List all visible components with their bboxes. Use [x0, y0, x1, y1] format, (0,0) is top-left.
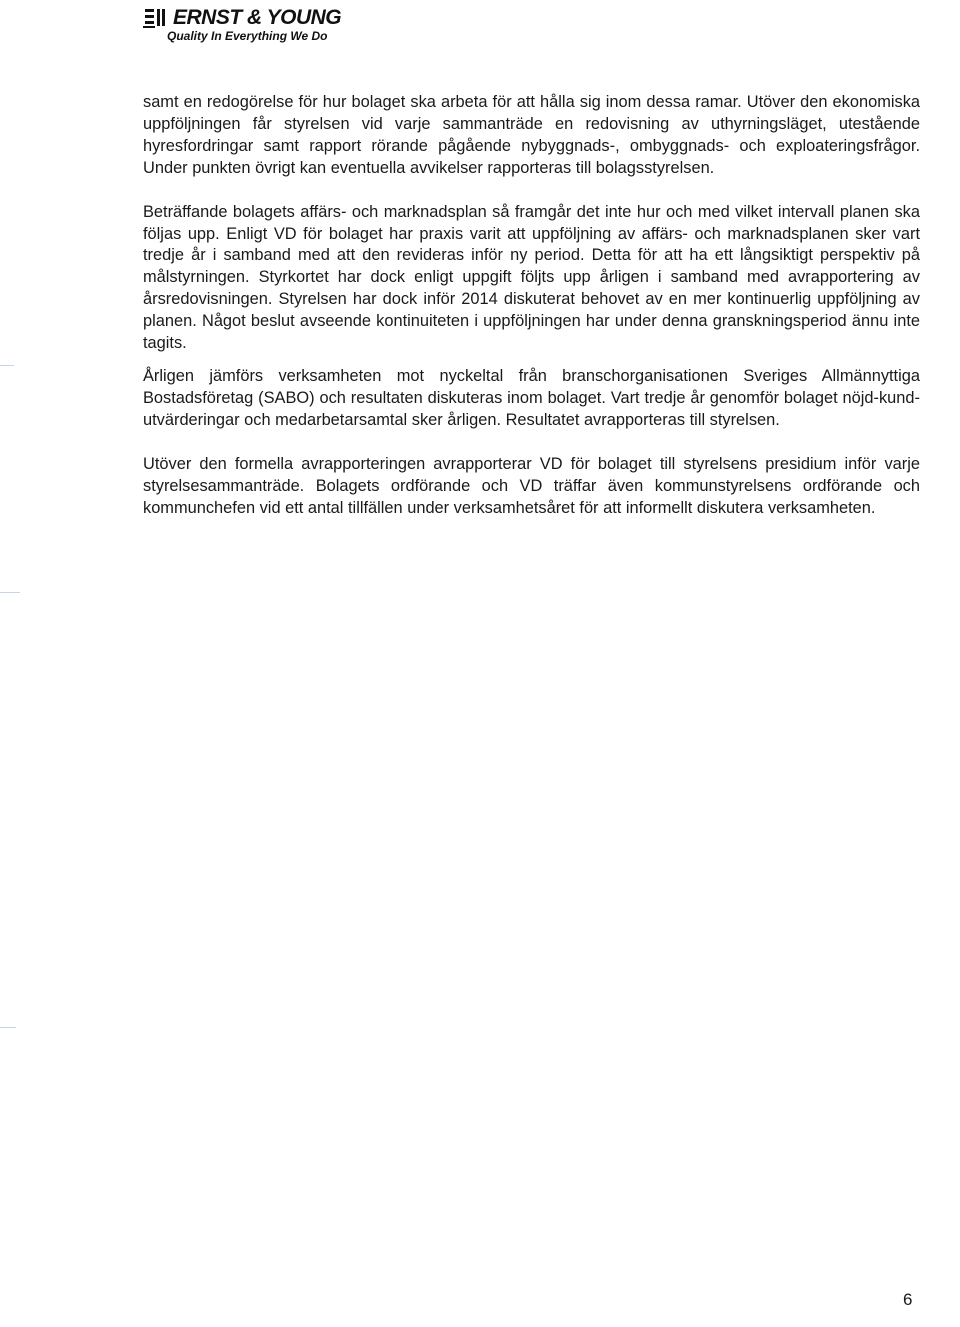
brand-name: ERNST & YOUNG [173, 6, 342, 29]
paragraph: Beträffande bolagets affärs- och marknadsplan så framgår det inte hur och med vilket intervall planen ska följas upp. Enligt VD för bolaget har praxis varit att uppföljning av affärs- och marknadsplanen sker vart tredje år i samband med att den revideras inför ny period. Detta för att ha ett långsiktigt perspektiv på målstyrningen. Styrkortet har dock enligt uppgift följts upp årligen i samband med avrapportering av årsredovisningen. Styrelsen har dock inför 2014 diskuterat behovet av en mer kontinuerlig uppföljning av planen. Något beslut avseende kontinuiteten i uppföljningen har under denna granskningsperiod ännu inte tagits. [143, 202, 920, 353]
paragraph: Utöver den formella avrapporteringen avrapporterar VD för bolaget till styrelsens presidium inför varje styrelsesammanträde. Bolagets ordförande och VD träffar även kommunstyrelsens ordförande och kommunchefen vid ett antal tillfällen under verksamhetsåret för att informellt diskutera verksamheten. [143, 454, 920, 517]
document-body [143, 92, 920, 541]
paragraph: Årligen jämförs verksamheten mot nyckeltal från branschorganisationen Sveriges Allmännyttiga Bostadsföretag (SABO) och resultaten diskuteras inom bolaget. Vart tredje år genomför bolaget nöjd-kund-utvärderingar och medarbetarsamtal sker årligen. Resultatet avrapporteras till styrelsen. [143, 366, 920, 429]
page-number: 6 [903, 1290, 913, 1309]
ey-logo-mark-icon [143, 7, 169, 29]
company-logo [143, 6, 341, 43]
scan-margin-mark [0, 365, 14, 366]
scan-margin-mark [0, 592, 20, 593]
brand-tagline: Quality In Everything We Do [167, 29, 328, 43]
paragraph: samt en redogörelse för hur bolaget ska arbeta för att hålla sig inom dessa ramar. Utöver den ekonomiska uppföljningen får styrelsen vid varje sammanträde en redovisning av uthyrningsläget, utestående hyresfordringar samt rapport rörande pågående nybyggnads-, ombyggnads- och exploateringsfrågor. Under punkten övrigt kan eventuella avvikelser rapporteras till bolagsstyrelsen. [143, 93, 920, 177]
scan-margin-mark [0, 1027, 16, 1028]
